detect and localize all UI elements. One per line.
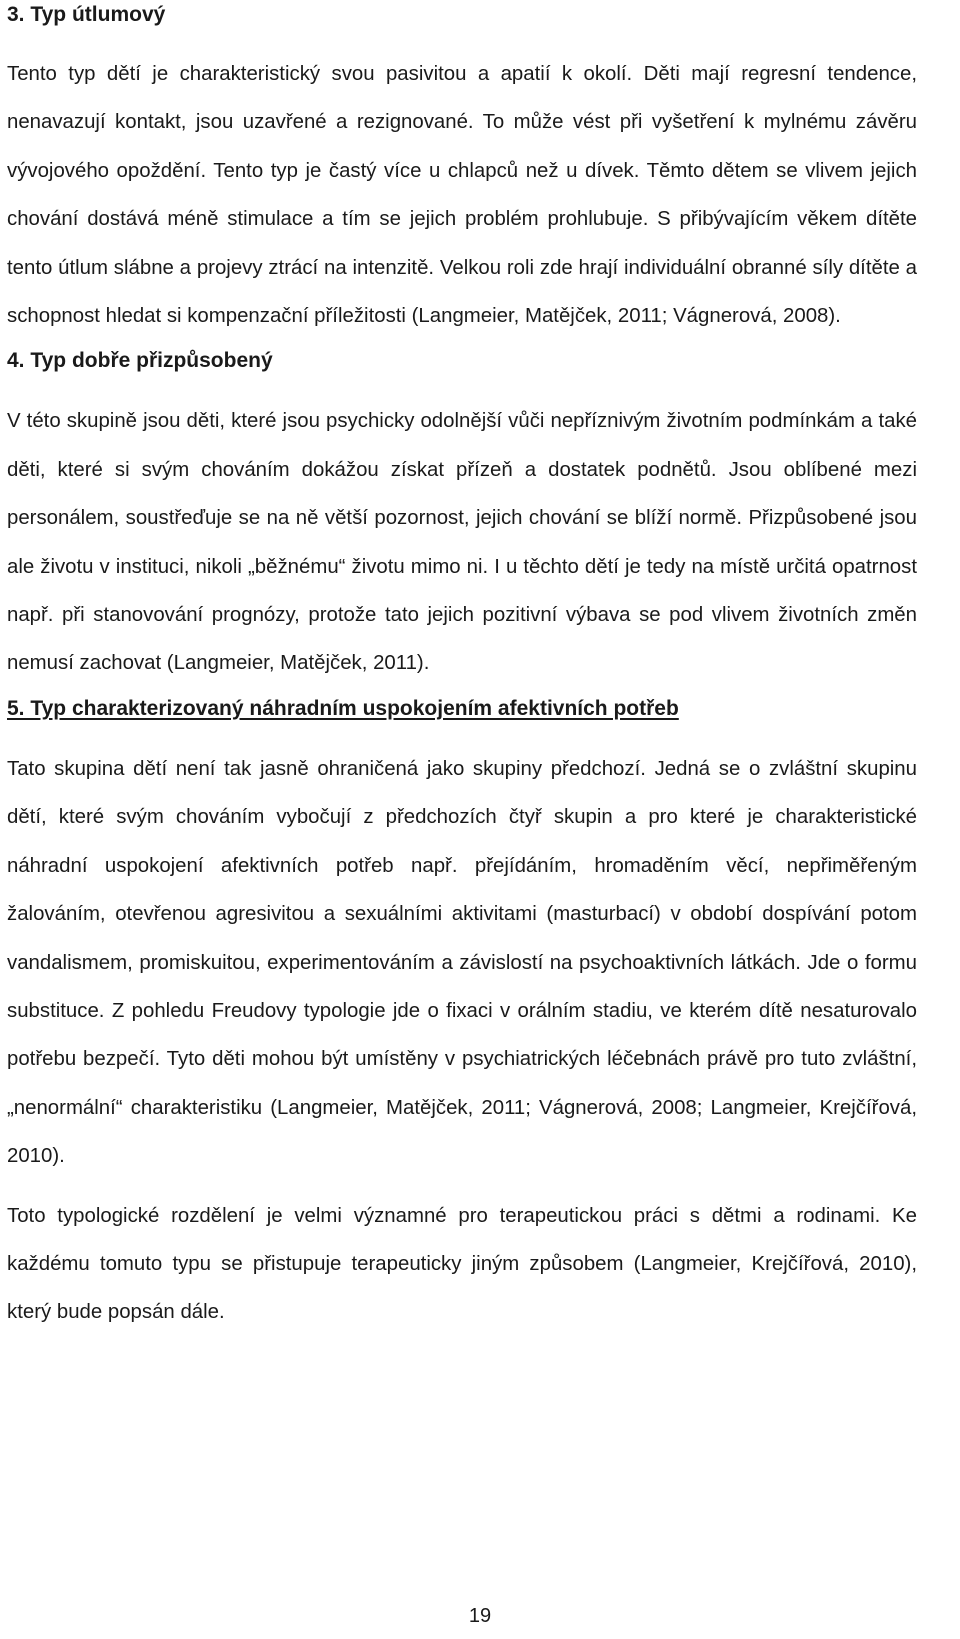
page-number: 19 [468, 1605, 492, 1627]
section-paragraph-5: Tato skupina dětí není tak jasně ohraničená jako skupiny předchozí. Jedná se o zvláštní skupinu dětí, které svým chováním vybočují z předchozích čtyř skupin a pro které je charakteristické náhradní uspokojení afektivních potřeb např. přejídáním, hromaděním věcí, nepřiměřeným žalováním, otevřenou agresivitou a sexuálními aktivitami (masturbací) v období dospívání potom vandalismem, promiskuitou, experimentováním a závislostí na psychoaktivních látkách. Jde o formu substituce. Z pohledu Freudovy typologie jde o fixaci v orálním stadiu, ve kterém dítě nesaturovalo potřebu bezpečí. Tyto děti mohou být umístěny v psychiatrických léčebnách právě pro tuto zvláštní, „nenormální“ charakteristiku (Langmeier, Matějček, 2011; Vágnerová, 2008; Langmeier, Krejčířová, 2010). [7, 757, 917, 1168]
section-heading-4: 4. Typ dobře přizpůsobený [7, 349, 273, 373]
document-page [7, 0, 917, 1337]
section-paragraph-4: V této skupině jsou děti, které jsou psychicky odolnější vůči nepříznivým životním podmínkám a také děti, které si svým chováním dokážou získat přízeň a dostatek podnětů. Jsou oblíbené mezi personálem, soustřeďuje se na ně větší pozornost, jejich chování se blíží normě. Přizpůsobené jsou ale životu v instituci, nikoli „běžnému“ životu mimo ni. I u těchto dětí je tedy na místě určitá opatrnost např. při stanovování prognózy, protože tato jejich pozitivní výbava se pod vlivem životních změn nemusí zachovat (Langmeier, Matějček, 2011). [7, 410, 917, 675]
closing-paragraph: Toto typologické rozdělení je velmi významné pro terapeutickou práci s dětmi a rodinami. Ke každému tomuto typu se přistupuje terapeuticky jiným způsobem (Langmeier, Krejčířová, 2010), který bude popsán dále. [7, 1204, 917, 1324]
section-heading-5-text: 5. Typ charakterizovaný náhradním uspokojením afektivních potřeb [7, 696, 679, 720]
section-paragraph-3: Tento typ dětí je charakteristický svou pasivitou a apatií k okolí. Děti mají regresní tendence, nenavazují kontakt, jsou uzavřené a rezignované. To může vést při vyšetření k mylnému závěru vývojového opoždění. Tento typ je častý více u chlapců než u dívek. Těmto dětem se vlivem jejich chování dostává méně stimulace a tím se jejich problém prohlubuje. S přibývajícím věkem dítěte tento útlum slábne a projevy ztrácí na intenzitě. Velkou roli zde hrají individuální obranné síly dítěte a schopnost hledat si kompenzační příležitosti (Langmeier, Matějček, 2011; Vágnerová, 2008). [7, 63, 917, 328]
section-heading-5 [7, 694, 917, 724]
section-heading-3: 3. Typ útlumový [7, 3, 166, 26]
